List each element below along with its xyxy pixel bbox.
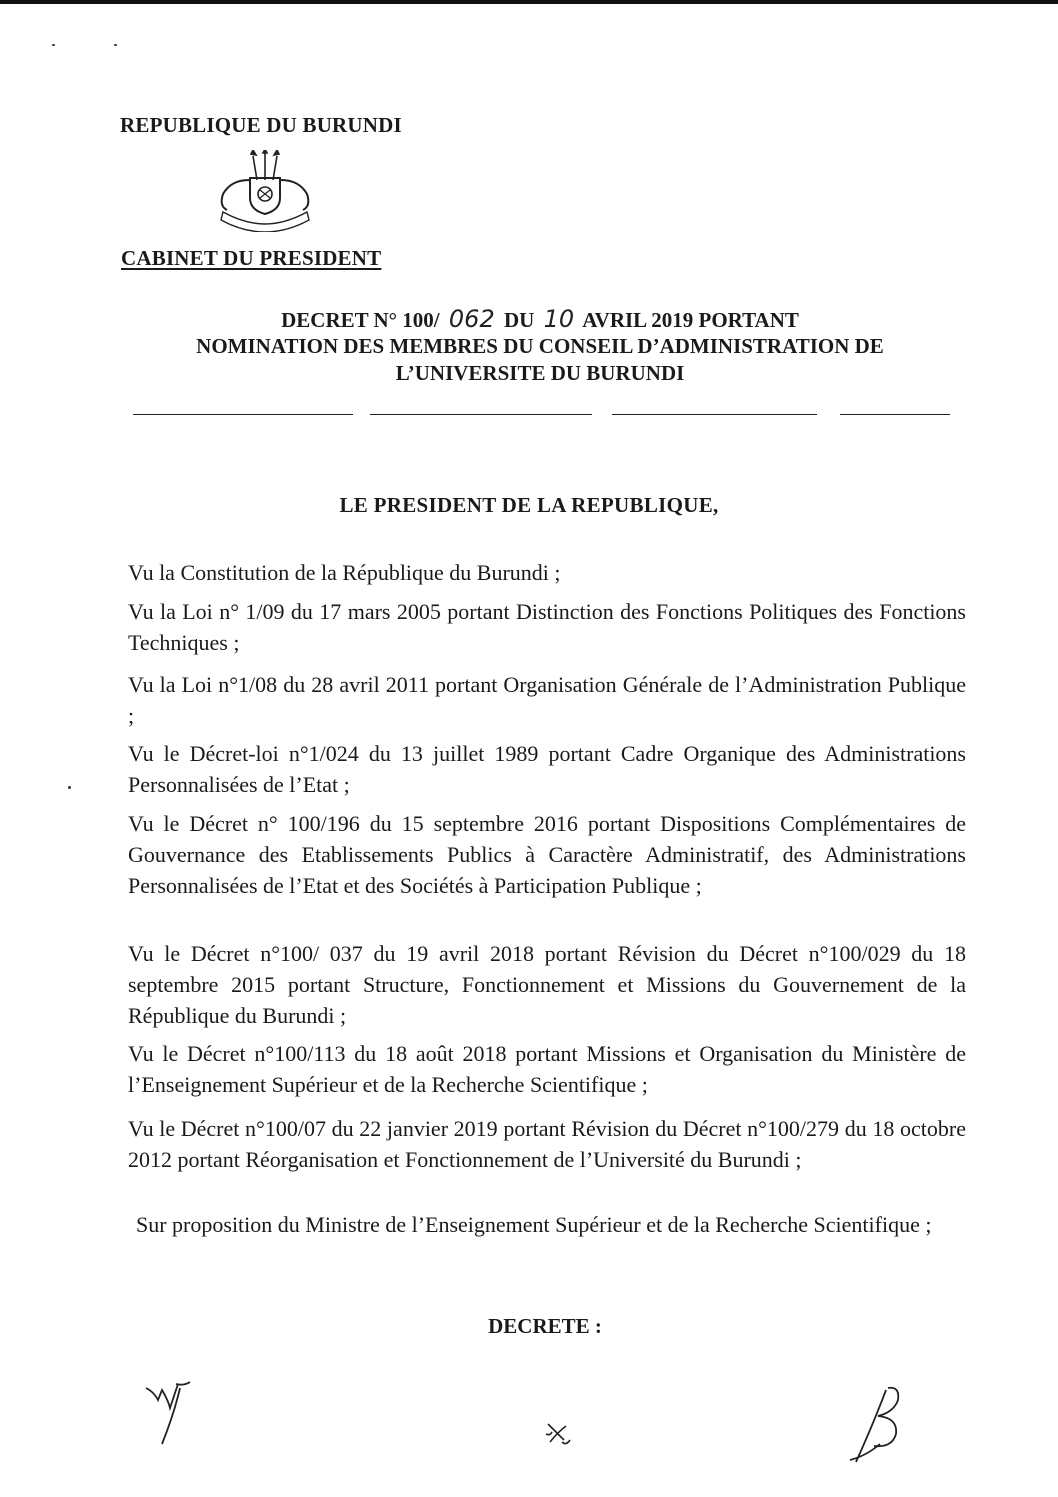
- separator-line: [612, 414, 817, 415]
- scan-speck: [68, 786, 71, 789]
- decree-title-line-3: L’UNIVERSITE DU BURUNDI: [395, 361, 685, 385]
- decree-title-line-2: NOMINATION DES MEMBRES DU CONSEIL D’ADMINISTRATION DE: [196, 334, 884, 358]
- handwritten-day: 10: [543, 305, 575, 333]
- handwritten-initial-center: [540, 1418, 574, 1448]
- separator-line: [840, 414, 950, 415]
- separator-line: [370, 414, 592, 415]
- decree-title-line-1: [120, 306, 960, 334]
- handwritten-initial-left: [140, 1378, 200, 1448]
- decree-du: DU: [503, 308, 535, 332]
- handwritten-decree-number: 062: [448, 305, 495, 333]
- consideration-paragraph: Vu le Décret-loi n°1/024 du 13 juillet 1989 portant Cadre Organique des Administrations Personnalisées de l’Etat ;: [128, 741, 966, 797]
- scan-top-edge: [0, 0, 1058, 4]
- consideration-paragraph: Vu la Constitution de la République du Burundi ;: [128, 560, 561, 585]
- decree-number-prefix: DECRET N° 100/: [281, 308, 440, 332]
- consideration-paragraph: Vu le Décret n° 100/196 du 15 septembre 2016 portant Dispositions Complémentaires de Gouvernance des Etablissements Publics à Caractère Administratif, des Administrations Personnalisées de l’Etat et des Sociétés à Participation Publique ;: [128, 811, 966, 898]
- consideration-paragraph: Sur proposition du Ministre de l’Enseignement Supérieur et de la Recherche Scientifique ;: [136, 1212, 932, 1237]
- handwritten-initial-right: [836, 1382, 916, 1472]
- cabinet-header: CABINET DU PRESIDENT: [121, 246, 382, 270]
- decrete-heading: DECRETE :: [488, 1314, 602, 1338]
- consideration-paragraph: Vu la Loi n° 1/09 du 17 mars 2005 portant Distinction des Fonctions Politiques des Fonctions Techniques ;: [128, 599, 966, 655]
- scan-speck: [114, 44, 117, 46]
- republic-header: REPUBLIQUE DU BURUNDI: [120, 113, 402, 137]
- consideration-paragraph: Vu le Décret n°100/ 037 du 19 avril 2018 portant Révision du Décret n°100/029 du 18 septembre 2015 portant Structure, Fonctionnement et Missions du Gouvernement de la République du Burundi ;: [128, 941, 966, 1028]
- consideration-paragraph: Vu le Décret n°100/113 du 18 août 2018 portant Missions et Organisation du Ministère de l’Enseignement Supérieur et de la Recherche Scientifique ;: [128, 1041, 966, 1097]
- decree-title-suffix: AVRIL 2019 PORTANT: [582, 308, 799, 332]
- president-heading: LE PRESIDENT DE LA REPUBLIQUE,: [339, 493, 719, 517]
- consideration-paragraph: Vu le Décret n°100/07 du 22 janvier 2019 portant Révision du Décret n°100/279 du 18 octobre 2012 portant Réorganisation et Fonctionnement de l’Université du Burundi ;: [128, 1116, 966, 1172]
- scan-speck: [52, 44, 55, 46]
- separator-line: [133, 414, 353, 415]
- coat-of-arms-emblem: [205, 150, 325, 232]
- consideration-paragraph: Vu la Loi n°1/08 du 28 avril 2011 portant Organisation Générale de l’Administration Publique ;: [128, 672, 966, 728]
